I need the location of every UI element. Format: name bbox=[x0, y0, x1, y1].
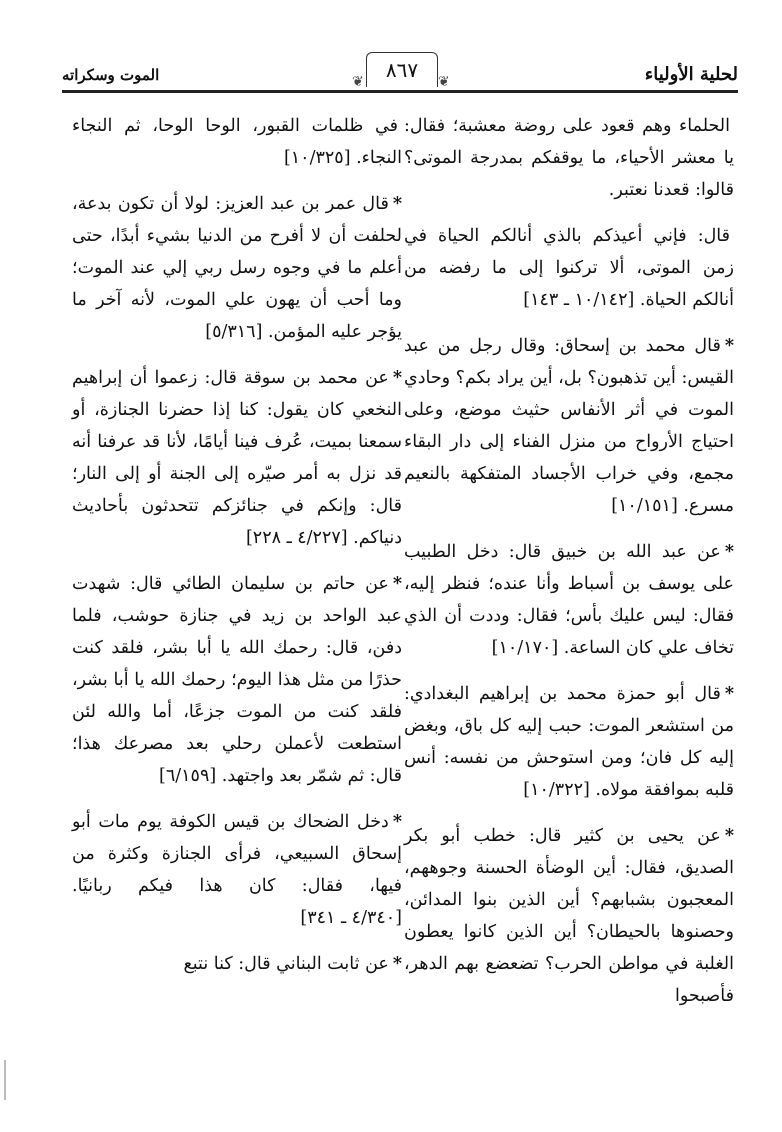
citation: [١٠/١٧٠] bbox=[491, 638, 559, 658]
star-icon: * bbox=[392, 574, 402, 594]
star-icon: * bbox=[724, 542, 734, 562]
citation: [١٠/١٤٢ ـ ١٤٣] bbox=[523, 290, 635, 310]
ornament-icon: ❦ bbox=[352, 74, 364, 90]
citation: [٦/١٥٩] bbox=[159, 766, 217, 786]
text-entry: *عن يحيى بن كثير قال: خطب أبو بكر الصديق، فقال: أين الوضأة الحسنة وجوههم، المعجبون بشبابهم؟ أين الذين بنوا المدائن، وحصنوها بالحيطان؟ أين الذين كانوا يعطون الغلبة في مواطن الحرب؟ تضعضع بهم الدهر، فأصبحوا bbox=[404, 826, 734, 1006]
text-entry: *عن حاتم بن سليمان الطائي قال: شهدت عبد الواحد بن زيد في جنازة حوشب، فلما دفن، قال: رحمك الله يا أبا بشر، فلقد كنت حذرًا من مثل هذا اليوم؛ رحمك الله يا أبا بشر، فلقد كنت من الموت جزعًا، أما والله لئن استطعت لأعملن رحلي بعد مصرعك هذا؛ قال: ثم شمّر بعد واجتهد. [٦/١٥٩] bbox=[72, 574, 402, 786]
text-entry: قال: فإني أعيذكم بالذي أنالكم الحياة في زمن الموتى، ألا تركنوا إلى ما رفضه من أنالكم الحياة. [١٠/١٤٢ ـ ١٤٣] bbox=[404, 226, 734, 310]
star-icon: * bbox=[392, 194, 402, 214]
book-title: لحلية الأولياء bbox=[644, 64, 738, 85]
left-column bbox=[72, 110, 402, 1110]
citation: [٥/٣١٦] bbox=[205, 322, 263, 342]
citation: [١٠/٣٢٥] bbox=[283, 148, 351, 168]
page-number: ٨٦٧ bbox=[366, 52, 438, 87]
text-entry: *دخل الضحاك بن قيس الكوفة يوم مات أبو إسحاق السبيعي، فرأى الجنازة وكثرة من فيها، فقال: كان هذا فيكم ربانيًا. [٤/٣٤٠ ـ ٣٤١] bbox=[72, 812, 402, 928]
star-icon: * bbox=[724, 684, 734, 704]
header-rule bbox=[62, 90, 738, 93]
text-entry: *قال محمد بن إسحاق: وقال رجل من عبد القيس: أين تذهبون؟ بل، أين يراد بكم؟ وحادي الموت في أثر الأنفاس حثيث موضع، وعلى احتياج الأرواح من منزل الفناء إلى دار البقاء مجمع، وفي خراب الأجساد المتفكهة بالنعيم مسرع. [١٠/١٥١] bbox=[404, 336, 734, 516]
text-entry: *عن ثابت البناني قال: كنا نتبع bbox=[183, 954, 402, 974]
text-entry: الحلماء وهم قعود على روضة معشبة؛ فقال: يا معشر الأحياء، ما يوقفكم بمدرجة الموتى؟ قالوا: قعدنا نعتبر. bbox=[404, 116, 734, 200]
text-entry: *قال عمر بن عبد العزيز: لولا أن تكون بدعة، لحلفت أن لا أفرح من الدنيا بشيء أبدًا، حتى أعلم ما في وجوه رسل ربي إلي عند الموت؛ وما أحب أن يهون علي الموت، لأنه آخر ما يؤجر عليه المؤمن. [٥/٣١٦] bbox=[72, 194, 402, 342]
star-icon: * bbox=[392, 368, 402, 388]
citation: [٤/٣٤٠ ـ ٣٤١] bbox=[300, 908, 402, 928]
page-edge-mark bbox=[4, 1060, 6, 1100]
chapter-title: الموت وسكراته bbox=[62, 66, 160, 84]
right-column bbox=[404, 110, 734, 1110]
citation: [١٠/٣٢٢] bbox=[523, 780, 590, 800]
citation: [٤/٢٢٧ ـ ٢٢٨] bbox=[245, 528, 348, 548]
text-entry: *عن محمد بن سوقة قال: زعموا أن إبراهيم النخعي كان يقول: كنا إذا حضرنا الجنازة، أو سمعنا بميت، عُرف فينا أيامًا، لأنا قد عرفنا أنه قد نزل به أمر صيّره إلى الجنة أو إلى النار؛ قال: وإنكم في جنائزكم تتحدثون بأحاديث دنياكم. [٤/٢٢٧ ـ ٢٢٨] bbox=[72, 368, 402, 548]
star-icon: * bbox=[392, 954, 402, 974]
star-icon: * bbox=[724, 826, 734, 846]
text-entry: *عن عبد الله بن خبيق قال: دخل الطبيب على يوسف بن أسباط وأنا عنده؛ فنظر إليه، فقال: ليس عليك بأس؛ فقال: وددت أن الذي تخاف علي كان الساعة. [١٠/١٧٠] bbox=[404, 542, 734, 658]
citation: [١٠/١٥١] bbox=[611, 496, 678, 516]
star-icon: * bbox=[392, 812, 402, 832]
page-header bbox=[62, 52, 738, 96]
text-entry: *قال أبو حمزة محمد بن إبراهيم البغدادي: من استشعر الموت: حبب إليه كل باق، وبغض إليه كل فان؛ ومن استوحش من نفسه: أنس قلبه بموافقة مولاه. [١٠/٣٢٢] bbox=[404, 684, 734, 800]
ornament-icon: ❦ bbox=[438, 74, 450, 90]
star-icon: * bbox=[724, 336, 734, 356]
text-entry: في ظلمات القبور، الوحا الوحا، ثم النجاء النجاء. [١٠/٣٢٥] bbox=[72, 116, 402, 168]
